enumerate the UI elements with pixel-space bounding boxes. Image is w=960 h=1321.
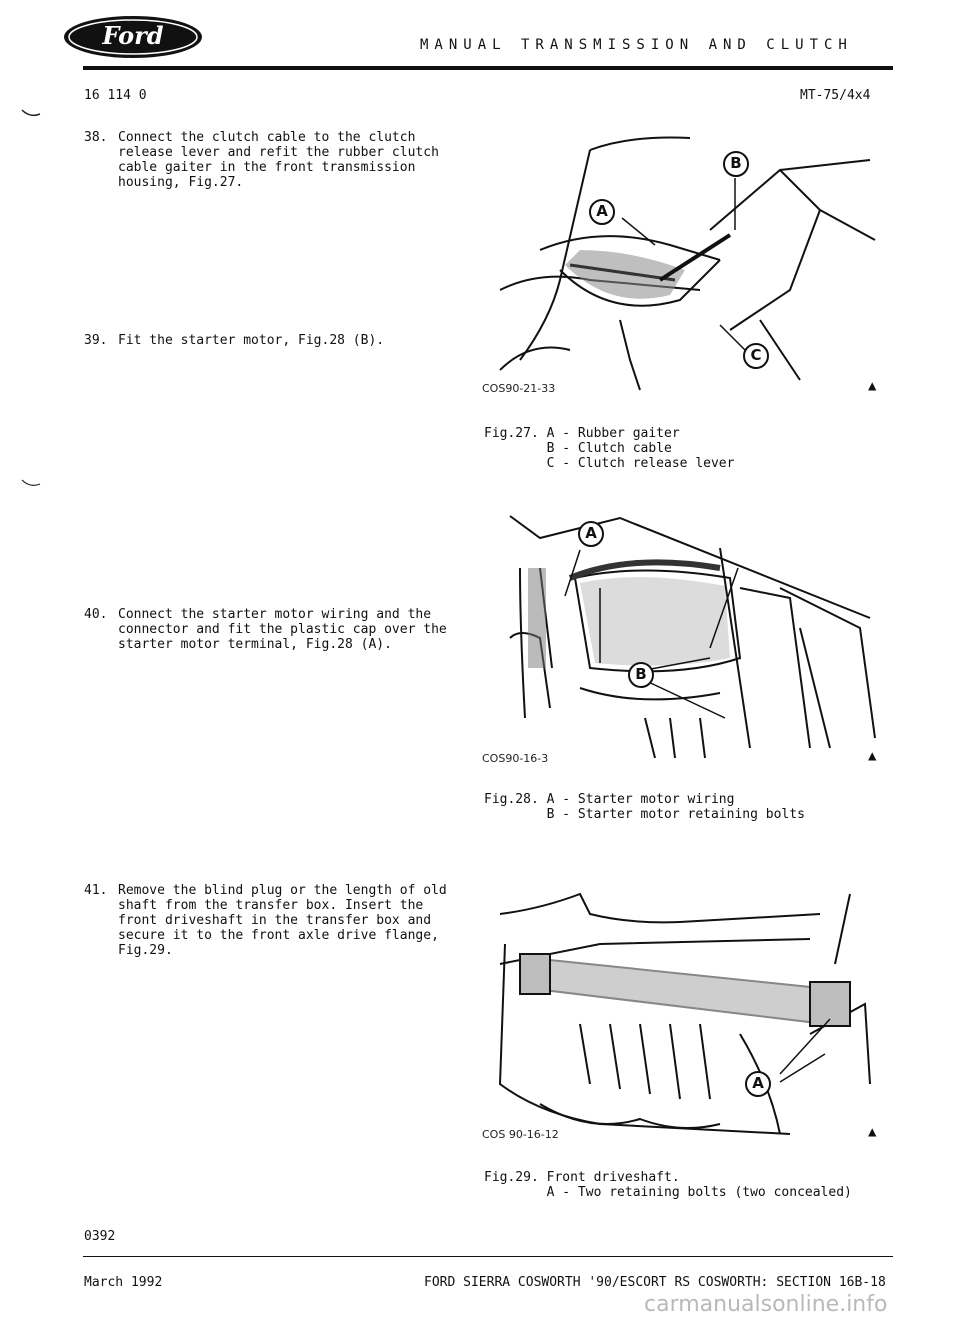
step-line: cable gaiter in the front transmission [118,160,416,175]
header-title: MANUAL TRANSMISSION AND CLUTCH [420,37,853,53]
callout-c-label: C [750,346,762,364]
step-line: secure it to the front axle drive flange, [118,928,439,943]
orientation-arrow-icon: ▲ [868,378,877,394]
figure-29 [480,884,880,1146]
step-line: Fit the starter motor, Fig.28 (B). [118,333,385,348]
figure-code: COS 90-16-12 [482,1128,559,1141]
front-driveshaft-illustration [480,884,880,1146]
step-number: 40. [84,607,108,622]
callout-a-label: A [596,202,608,220]
ford-logo [62,14,204,60]
step-line: Fig.29. [118,943,173,958]
callout-a-label: A [585,524,597,542]
callout-b-label: B [730,154,742,172]
caption-line: C - Clutch release lever [484,456,735,471]
caption-line: B - Clutch cable [484,441,672,456]
page-code: 0392 [84,1229,116,1244]
step-line: starter motor terminal, Fig.28 (A). [118,637,392,652]
step-line: housing, Fig.27. [118,175,244,190]
callout-a-label: A [752,1074,764,1092]
step-line: Connect the clutch cable to the clutch [118,130,416,145]
step-line: front driveshaft in the transfer box and [118,913,432,928]
step-line: connector and fit the plastic cap over the [118,622,447,637]
footer-publication: FORD SIERRA COSWORTH '90/ESCORT RS COSWORTH: SECTION 16B-18 [424,1275,886,1290]
header-rule [83,66,893,70]
doc-number: 16 114 0 [84,88,147,103]
caption-line: B - Starter motor retaining bolts [484,807,805,822]
figure-29-caption [484,1170,852,1200]
caption-line: A - Two retaining bolts (two concealed) [484,1185,852,1200]
step-line: release lever and refit the rubber clutch [118,145,439,160]
figure-28 [480,508,880,770]
step-line: shaft from the transfer box. Insert the [118,898,424,913]
step-line: Remove the blind plug or the length of old [118,883,447,898]
ref-code: MT-75/4x4 [800,88,871,103]
watermark: carmanualsonline.info [644,1292,888,1317]
step-line: Connect the starter motor wiring and the [118,607,432,622]
step-number: 41. [84,883,108,898]
callout-b-label: B [635,665,647,683]
figure-28-caption [484,792,805,822]
orientation-arrow-icon: ▲ [868,1124,877,1140]
figure-27 [480,130,880,400]
figure-code: COS90-21-33 [482,382,556,395]
caption-line: Fig.27. A - Rubber gaiter [484,426,680,441]
figure-27-caption [484,426,734,471]
footer-rule [83,1256,893,1257]
starter-motor-illustration [480,508,880,770]
clutch-cable-illustration [480,130,880,400]
step-number: 38. [84,130,108,145]
orientation-arrow-icon: ▲ [868,748,877,764]
figure-code: COS90-16-3 [482,752,549,765]
step-number: 39. [84,333,108,348]
logo-text: Ford [102,21,164,50]
caption-line: Fig.28. A - Starter motor wiring [484,792,735,807]
footer-date: March 1992 [84,1275,163,1290]
caption-line: Fig.29. Front driveshaft. [484,1170,680,1185]
margin-marks [20,108,60,508]
